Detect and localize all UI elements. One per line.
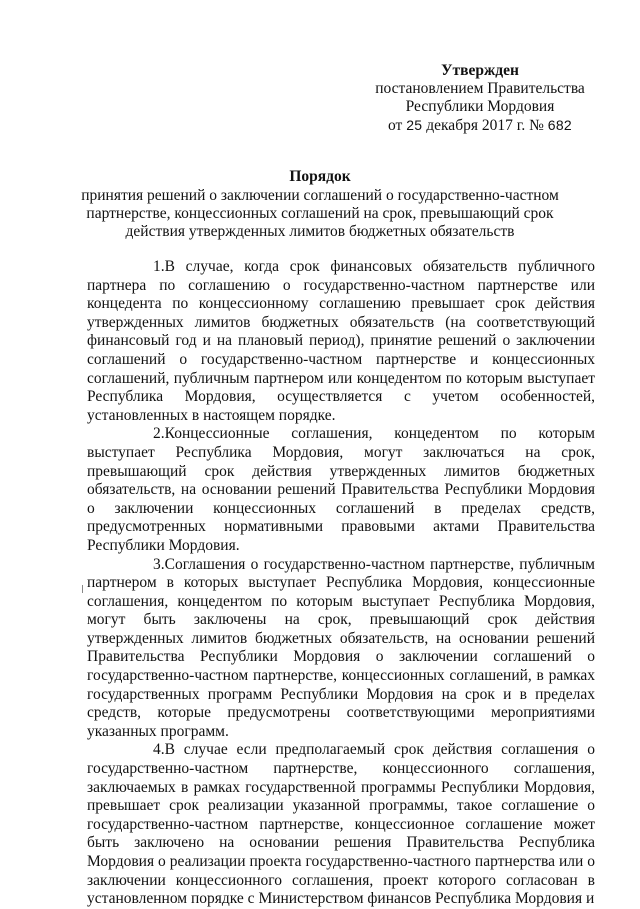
document-title [60,168,580,241]
date-day: 25 [406,117,423,133]
paragraph [87,258,595,425]
title-line-3: действия утвержденных лимитов бюджетных обязательств [125,223,515,240]
date-rest: декабря 2017 г. № [426,117,544,134]
document-body [87,258,595,909]
paragraph-number: 2. [153,425,165,443]
approval-date-line [360,116,600,135]
paragraph-text: В случае если предполагаемый срок действия соглашения о государственно-частном партнерстве, концессионного соглашения, заключаемых в рамках государственной программы Республики Мордовия, превышает срок реализации указанной программы, такое соглашение о государственно-частном партнерстве, концессионное соглашение может быть заключено на основании решения Правительства Республика Мордовия о реализации проекта государственно-частного партнерства или о заключении концессионного соглашения, проект которого согласован в установленном порядке с Министерством финансов Республика Мордовия и [87,741,595,908]
paragraph-number: 3. [153,555,165,573]
paragraph-text: Концессионные соглашения, концедентом по которым выступает Республика Мордовия, могут заключаться на срок, превышающий срок действия утвержденных лимитов бюджетных обязательств, на основании решений Правительства Республики Мордовия о заключении концессионных соглашений в пределах средств, предусмотренных нормативными правовыми актами Правительства Республики Мордовия. [87,425,595,554]
paragraph [87,556,595,742]
approval-line-2: Республики Мордовия [405,98,555,115]
approval-stamp [360,62,600,135]
paragraph-text: Соглашения о государственно-частном партнерстве, публичным партнером в которых выступает Республика Мордовия, концессионные соглашения, концедентом по которым выступает Республика Мордовия, могут быть заключены на срок, превышающий срок действия утвержденных лимитов бюджетных обязательств, на основании решений Правительства Республики Мордовия о заключении соглашений о государственно-частном партнерстве, концессионных соглашений, в рамках государственных программ Республики Мордовия на срок и в пределах средств, которые предусмотрены соответствующими мероприятиями указанных программ. [87,555,595,740]
paragraph [87,425,595,555]
approval-title: Утвержден [441,62,519,79]
date-prefix: от [387,117,403,134]
paragraph-number: 1. [153,258,165,275]
paragraph [87,741,595,908]
approval-line-1: постановлением Правительства [375,80,585,97]
title-main: Порядок [289,168,351,185]
scan-margin-mark [82,585,83,593]
title-line-2: партнерстве, концессионных соглашений на срок, превышающий срок [86,205,554,222]
paragraph-number: 4. [153,741,165,759]
document-number: 682 [547,117,572,133]
title-line-1: принятия решений о заключении соглашений о государственно-частном [81,187,559,204]
paragraph-text: В случае, когда срок финансовых обязательств публичного партнера по соглашению о государственно-частном партнерстве или концедента по концессионному соглашению превышает срок действия утвержденных лимитов бюджетных обязательств (на соответствующий финансовый год и на плановый период), принятие решений о заключении соглашений о государственно-частном партнерстве и концессионных соглашений, публичным партнером или концедентом по которым выступает Республика Мордовия, осуществляется с учетом особенностей, установленных в настоящем порядке. [87,258,595,424]
